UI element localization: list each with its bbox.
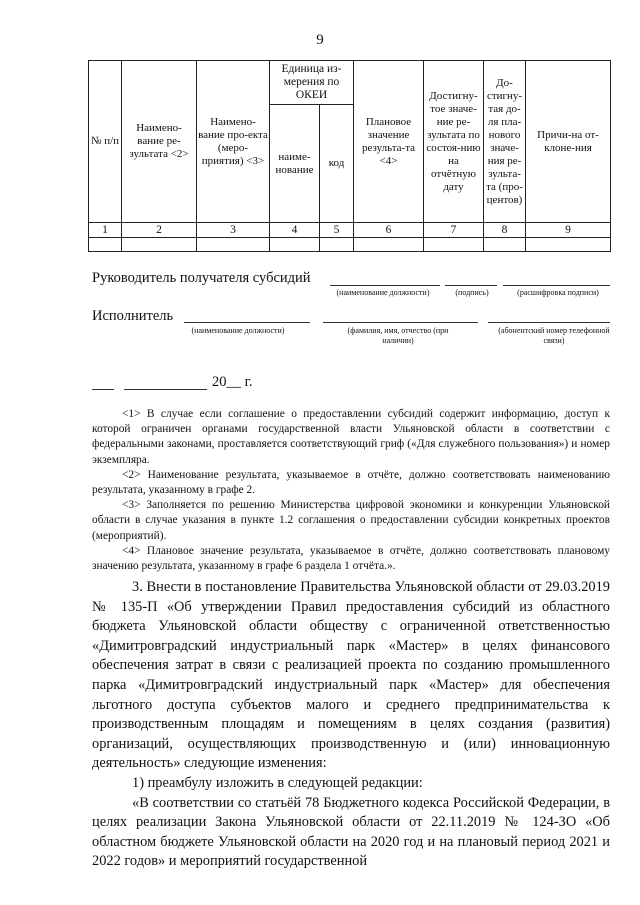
paragraph-subitem-1: 1) преамбулу изложить в следующей редакции: bbox=[132, 774, 423, 791]
executor-position-caption: (наименование должности) bbox=[191, 326, 285, 335]
column-number: 9 bbox=[526, 223, 611, 238]
head-signature-caption: (подпись) bbox=[455, 288, 489, 297]
head-signature-label: Руководитель получателя субсидий bbox=[92, 270, 311, 286]
column-numbers-row bbox=[89, 223, 611, 238]
paragraph-item-3: 3. Внести в постановление Правительства Ульяновской области от 29.03.2019 № 135-П «Об утверждении Правил предоставления субсидий из областного бюджета Ульяновской области обществу с ограниченной ответственностью «Димитровградский индустриальный парк «Мастер» в целях финансового обеспечения затрат в связи с реализацией проекта по созданию промышленного парка «Димитровградский индустриальный парк «Мастер» для обеспечения льготного доступа субъектов малого и среднего предпринимательства к производственным площадям и помещениям в целях создания (развития) организаций, осуществляющих производственную и (или) инновационную деятельность» следующие изменения: bbox=[92, 579, 610, 772]
executor-name-caption: (фамилия, имя, отчество (при наличии) bbox=[347, 326, 449, 345]
header-result-name: Наимено-вание ре-зультата <2> bbox=[122, 61, 197, 223]
footnotes bbox=[92, 407, 610, 574]
date-day-line bbox=[92, 389, 114, 390]
footnote-3: <3> Заполняется по решению Министерства цифровой экономики и конкуренции Ульяновской области в случае указания в пункте 1.2 соглашения о предоставлении субсидии конкретных проектов (мероприятий). bbox=[92, 499, 610, 542]
head-signature-line bbox=[445, 285, 497, 286]
head-name-line bbox=[503, 285, 610, 286]
header-achieved-value: Достигну-тое значе-ние ре-зультата по состоя-нию на отчётную дату bbox=[424, 61, 484, 223]
footnote-4: <4> Плановое значение результата, указываемое в отчёте, должно соответствовать плановому значению результата, указанному в графе 6 раздела 1 отчёта.». bbox=[92, 544, 610, 573]
table-row bbox=[89, 238, 611, 252]
executor-label: Исполнитель bbox=[92, 308, 174, 324]
footnote-2: <2> Наименование результата, указываемое в отчёте, должно соответствовать наименованию результата, указанному в графе 2. bbox=[92, 468, 610, 497]
header-planned-value: Плановое значение результа-та <4> bbox=[354, 61, 424, 223]
column-number: 2 bbox=[122, 223, 197, 238]
report-table bbox=[88, 60, 611, 252]
executor-name-line bbox=[323, 322, 478, 323]
executor-phone-line bbox=[488, 322, 610, 323]
header-project-name: Наимено-вание про-екта (меро-приятия) <3> bbox=[197, 61, 270, 223]
executor-phone-caption: (абонентский номер телефонной связи) bbox=[498, 326, 610, 345]
page-number: 9 bbox=[316, 32, 324, 48]
main-text bbox=[92, 578, 610, 872]
head-position-line bbox=[330, 285, 440, 286]
column-number: 3 bbox=[197, 223, 270, 238]
header-deviation-reason: Причи-на от-клоне-ния bbox=[526, 61, 611, 223]
header-num: № п/п bbox=[89, 61, 122, 223]
paragraph-preamble: «В соответствии со статьёй 78 Бюджетного кодекса Российской Федерации, в целях реализации Закона Ульяновской области от 22.11.2019 № 124-ЗО «Об областном бюджете Ульяновской области на 2020 год и на плановый период 2021 и 2022 годов» и мероприятий государственной bbox=[92, 794, 610, 870]
date-year: 20__ г. bbox=[212, 374, 253, 390]
footnote-1: <1> В случае если соглашение о предоставлении субсидий содержит информацию, доступ к которой ограничен органами государственной власти Ульяновской области в соответствии с федеральными законами, проставляется соответствующий гриф («Для служебного пользования») и номер экземпляра. bbox=[92, 408, 610, 466]
head-name-caption: (расшифровка подписи) bbox=[517, 288, 599, 297]
header-unit-name: наиме-нование bbox=[270, 105, 320, 223]
column-number: 4 bbox=[270, 223, 320, 238]
column-number: 7 bbox=[424, 223, 484, 238]
column-number: 1 bbox=[89, 223, 122, 238]
header-share-planned: До-стигну-тая до-ля пла-нового значе-ния ре-зульта-та (про-центов) bbox=[484, 61, 526, 223]
date-month-line bbox=[124, 389, 207, 390]
header-unit-code: код bbox=[320, 105, 354, 223]
column-number: 6 bbox=[354, 223, 424, 238]
column-number: 5 bbox=[320, 223, 354, 238]
column-number: 8 bbox=[484, 223, 526, 238]
head-position-caption: (наименование должности) bbox=[336, 288, 430, 297]
header-unit-group: Единица из-мерения по ОКЕИ bbox=[270, 61, 354, 105]
executor-position-line bbox=[184, 322, 310, 323]
